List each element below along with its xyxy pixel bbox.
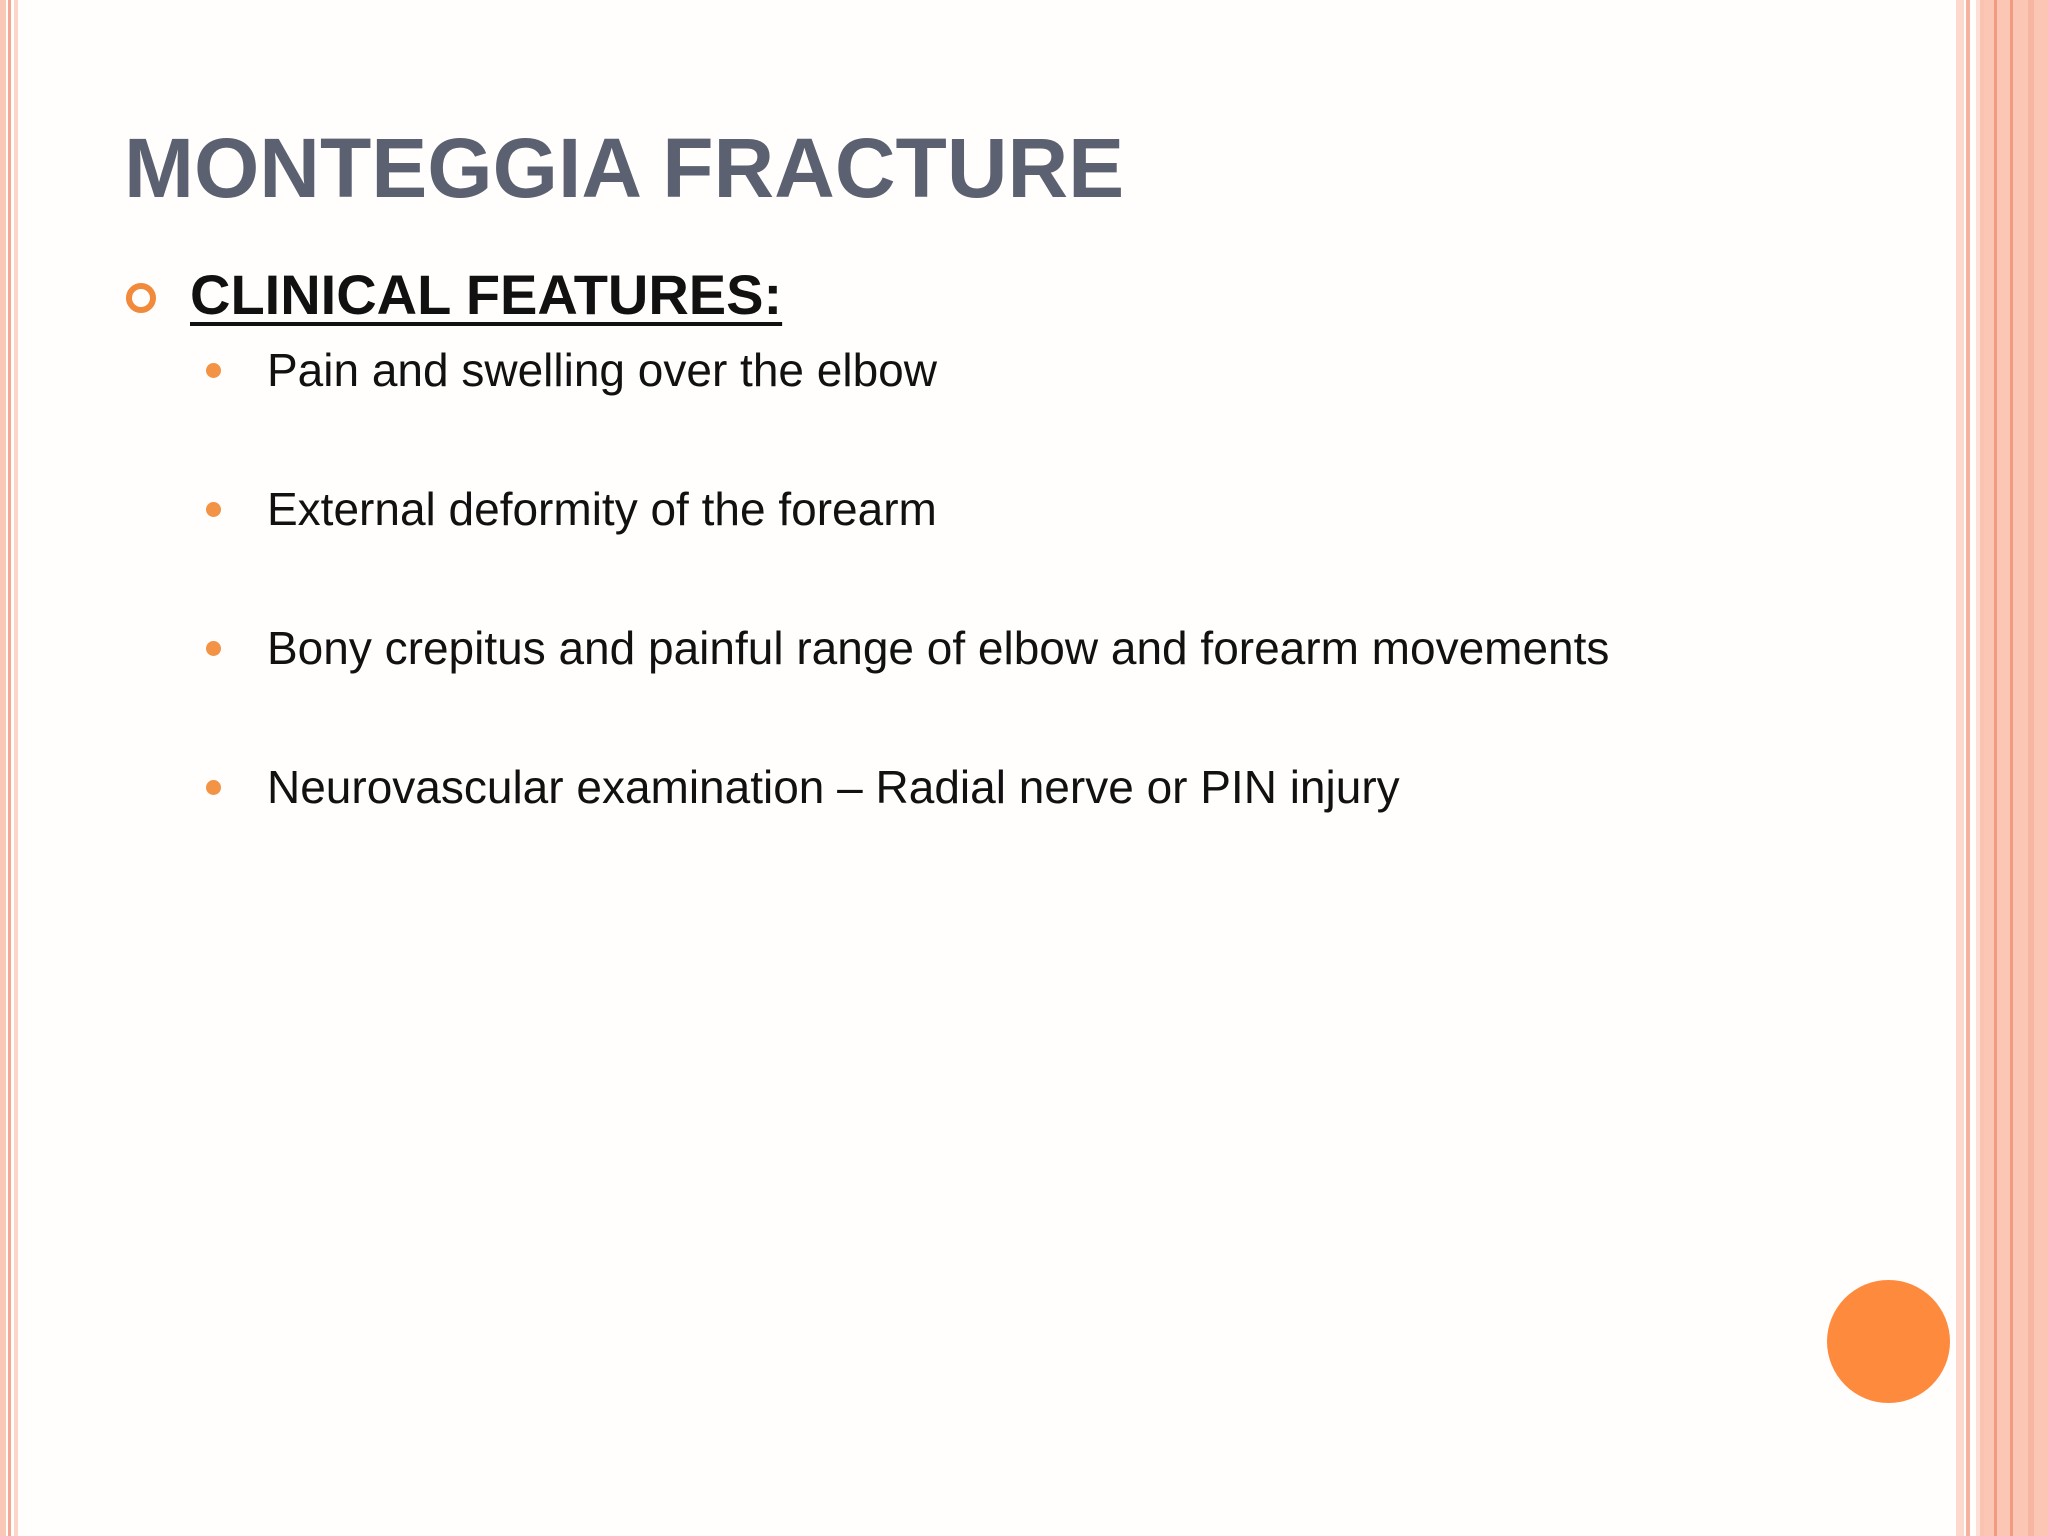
section-header [126, 262, 782, 327]
list-item [206, 340, 1609, 400]
left-border-stripe [14, 0, 18, 1536]
bullet-list [206, 340, 1609, 896]
bullet-text: Bony crepitus and painful range of elbow and forearm movements [267, 622, 1610, 674]
bullet-dot-icon [206, 780, 221, 795]
ring-bullet-icon [126, 283, 156, 313]
list-item [206, 479, 1609, 539]
left-border-stripe [0, 0, 6, 1536]
right-border-line [1994, 0, 1997, 1536]
section-heading: CLINICAL FEATURES: [190, 263, 783, 326]
bullet-text: Pain and swelling over the elbow [267, 344, 937, 396]
bullet-dot-icon [206, 363, 221, 378]
list-item [206, 757, 1609, 817]
bullet-dot-icon [206, 502, 221, 517]
right-border-line [2028, 0, 2034, 1536]
decorative-circle [1827, 1280, 1950, 1403]
list-item [206, 618, 1609, 678]
right-border-line [1966, 0, 1970, 1536]
right-border-line [2010, 0, 2013, 1536]
bullet-text: External deformity of the forearm [267, 483, 937, 535]
slide-title: MONTEGGIA FRACTURE [124, 121, 1125, 215]
bullet-text: Neurovascular examination – Radial nerve or PIN injury [267, 761, 1400, 813]
bullet-dot-icon [206, 641, 221, 656]
left-border-line [8, 0, 11, 1536]
right-border-stripe [1956, 0, 1964, 1536]
